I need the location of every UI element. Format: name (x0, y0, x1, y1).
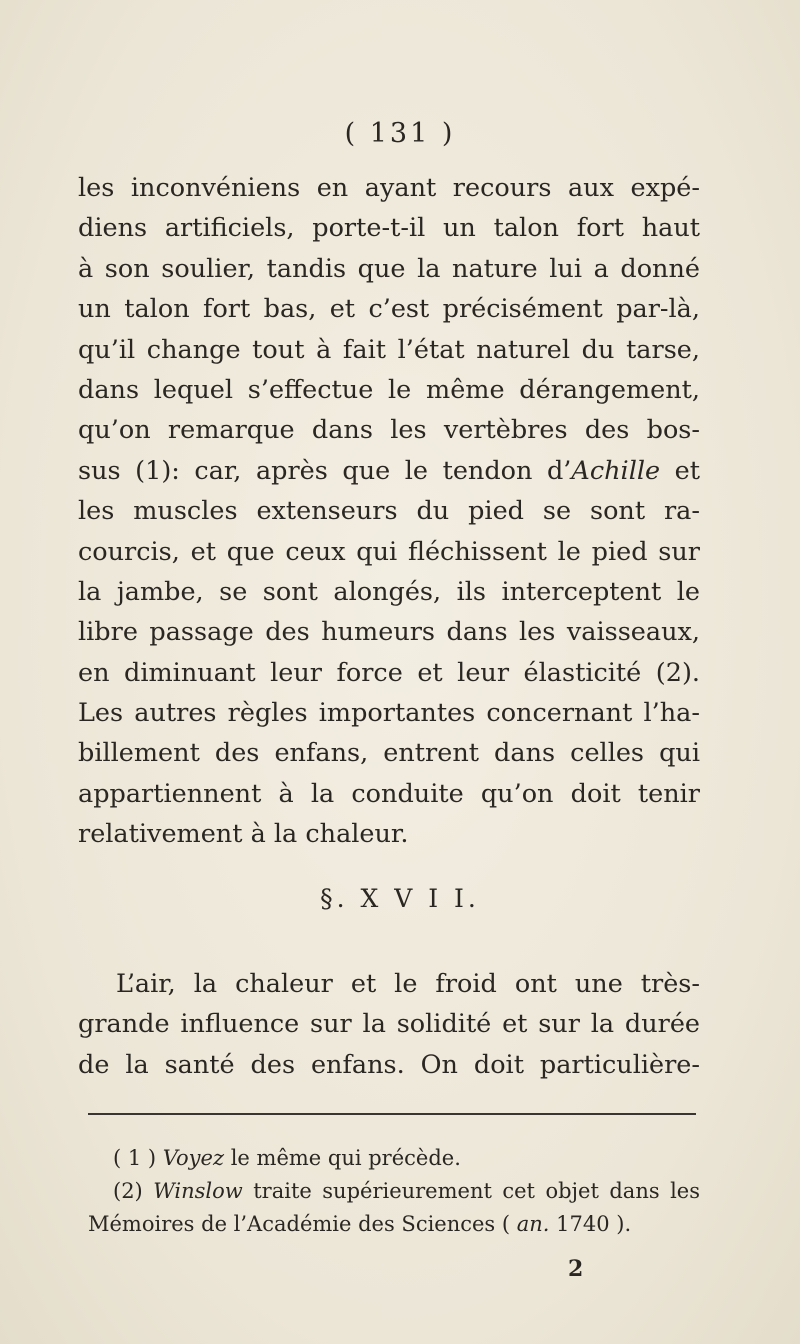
italic-name-achille: Achille (571, 455, 661, 486)
footnote-text: traite supérieurement cet objet dans les (242, 1179, 701, 1203)
text-line: grande influence sur la solidité et sur la durée (78, 1009, 700, 1040)
text-line: la jambe, se sont alongés, ils interceptent le (78, 576, 700, 607)
footnote-text: 1740 ). (549, 1212, 632, 1236)
text-line: un talon fort bas, et c’est précisément par-là, (78, 294, 700, 325)
second-paragraph (78, 964, 700, 1085)
text-line: libre passage des humeurs dans les vaisseaux, (78, 617, 700, 648)
footnote-italic: Winslow (153, 1179, 243, 1203)
signature-mark: 2 (568, 1256, 584, 1282)
text-line: L’air, la chaleur et le froid ont une très- (116, 969, 700, 999)
page-number-header: ( 131 ) (344, 118, 456, 149)
footnote-italic: Voyez (162, 1146, 225, 1170)
text-line: billement des enfans, entrent dans celles qui (78, 738, 700, 769)
footnote-number: ( 1 ) (113, 1146, 163, 1170)
footnote-number: (2) (113, 1179, 154, 1203)
text-line: à son soulier, tandis que la nature lui a donné (78, 253, 700, 284)
text-line: qu’il change tout à fait l’état naturel du tarse, (78, 334, 700, 365)
text-line: qu’on remarque dans les vertèbres des bos- (78, 415, 700, 446)
text-line: les inconvéniens en ayant recours aux expé- (78, 173, 700, 203)
footnote-2-continued (88, 1208, 700, 1241)
text-line: en diminuant leur force et leur élasticité (2). (78, 657, 700, 688)
text-line: appartiennent à la conduite qu’on doit tenir (78, 778, 700, 809)
footnote-italic: an. (516, 1212, 550, 1236)
footnote-divider (88, 1113, 696, 1115)
text-line: de la santé des enfans. On doit particulière- (78, 1049, 700, 1080)
text-line: courcis, et que ceux qui fléchissent le pied sur (78, 536, 700, 567)
footnotes (88, 1142, 700, 1241)
text-segment: sus (1): car, après que le tendon d’ (78, 455, 572, 486)
section-heading: §. X V I I. (320, 884, 480, 913)
footnote-text: le même qui précède. (224, 1146, 461, 1170)
text-line: relativement à la chaleur. (78, 819, 409, 850)
main-paragraph (78, 168, 700, 855)
text-line: Les autres règles importantes concernant l’ha- (78, 698, 700, 729)
text-line-with-italic (78, 451, 700, 491)
footnote-text: Mémoires de l’Académie des Sciences ( (88, 1212, 517, 1236)
footnote-1 (88, 1142, 700, 1175)
text-segment: et (660, 455, 700, 486)
footnote-2 (88, 1175, 700, 1208)
text-line: dans lequel s’effectue le même dérangement, (78, 374, 700, 405)
text-line: diens artificiels, porte-t-il un talon fort haut (78, 213, 700, 244)
text-line: les muscles extenseurs du pied se sont ra- (78, 496, 700, 527)
